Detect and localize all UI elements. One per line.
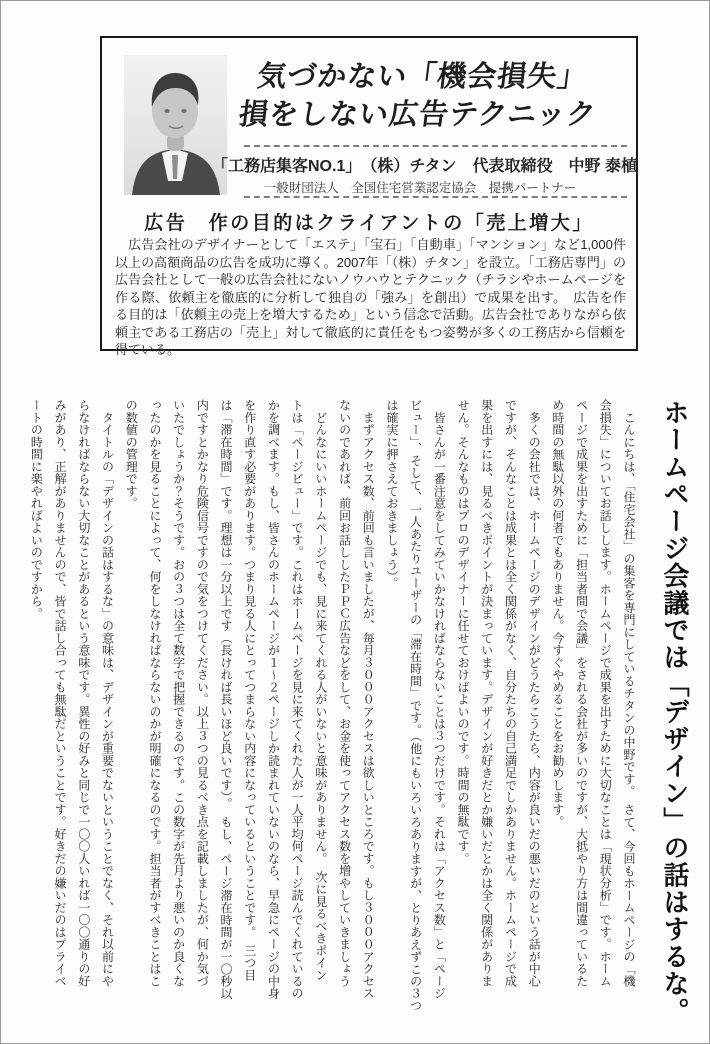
text-column: 果を出すには、見るべきポイントが決まっています。デザインが好きだとか嫌いだとかは全く関係がありま [479, 399, 494, 987]
text-column: せん。そんなものはプロのデザイナーに任せておけばよいのです。時間の無駄です。 [456, 399, 471, 865]
profile-text: 広告会社のデザイナーとして「エステ」「宝石」「自動車」「マンション」など1,000件以上の高額商品の広告を成功に導く。2007年「（株）チタン」を設立。「工務店専門」の広告会社として一般の広告会社にないノウハウとテクニック（チラシやホームページを作る際、依頼主を徹底的に分析して独自の「強み」を創出）で成果を出す。 広告を作る目的は「依頼主の売上を増大するため」という信念で活動。広告会社でありながら依頼主である工務店の「売上」対して徹底的に責任をもつ姿勢が多くの工務店から信頼を得ている。 [115, 237, 626, 357]
text-column: まずアクセス数、前回も言いましたが、毎月３０００アクセスは欲しいところです。もし３０００アクセス [361, 399, 376, 1000]
text-column: は「滞在時間」です。理想は一分以上です（長ければ長いほど良いです）。 もし、ページ滞在時間が一〇秒以 [219, 399, 234, 1000]
text-column: こんにちは、「住宅会社」の集客を専門にしているチタンの中野です。 さて、今回もホームページの「機 [622, 399, 636, 988]
text-column: ートの時間に楽やればよいのですから。 [29, 399, 44, 620]
text-column: は確実に押さえておきましょう）。 [384, 399, 399, 589]
header-box [100, 36, 638, 357]
text-column: かを調べます。もし、皆さんのホームページが１〜２ページしか読まれていないのなら、早急にページの中身 [266, 399, 281, 1000]
text-column: みがあり、正解がありませんので、皆で話し合っても無駄だということです。好きだの嫌いだのはプライベ [53, 399, 68, 987]
main-title-line1: 気づかない「機会損失」 [255, 61, 590, 93]
text-column: 内ですとかなり危険信号ですので気をつけてください。以上３つの見るべき点を記載しましたが、何か気づ [195, 399, 210, 987]
text-column: ページで成果を出すために「担当者間で会議」をされる会社が多いのですが、大抵やり方は間違っているた [574, 399, 589, 987]
article-body [24, 399, 700, 1025]
text-column: ですが、そんなことは成果とは全く関係がなく、自分たちの自己満足でしかありません。ホームページで成 [503, 399, 518, 987]
vertical-headline: ホームページ会議では「デザイン」の話はするな。 [660, 399, 690, 1025]
main-title-line2: 損をしない広告テクニック [237, 99, 599, 131]
text-column: 会損失」についてお話しします。ホームページで成果を出すために大切なことは「現状分析」です。ホーム [598, 399, 613, 987]
main-title [207, 58, 632, 134]
text-column: ないのであれば、前回お話ししたＰＰＣ広告などをして、お金を使ってアクセス数を増やしていきましょう [337, 399, 352, 987]
text-column: ったのかを見ることによって、何をしなければならないのかが明確になるのです。担当者がすべきことはこ [147, 399, 162, 987]
text-column: トは「ページビュー」です。これはホームページを見に来てくれた人が一人平均何ページ読んでくれているの [290, 399, 305, 1000]
text-column: いたでしょうか？そうです。おの３つは全て数字で把握できるのです。この数字が先月より悪いのか良くな [171, 399, 186, 987]
profile-heading: 広告 作の目的はクライアントの「売上増大」 [144, 213, 594, 234]
text-column: らなければならない大切なことがあるという意味です。異性の好みと同じで一〇〇人いれば一〇〇通りの好 [76, 399, 91, 987]
text-column: ビュー」、そして、一人あたりユーザーの「滞在時間」です。（他にもいろいろありますが、とりあえずこの３つ [408, 399, 423, 1012]
text-column: どんなにいいホームページでも、見に来てくれる人がいないと意味がありません。 次に見るべきポイン [313, 399, 328, 981]
text-column: の数値の管理です。 [124, 399, 139, 510]
dashed-divider-bottom [244, 196, 627, 198]
text-column: タイトルの「デザインの話はするな」の意味は、デザインが重要でないということでなく、それ以前にや [100, 399, 115, 987]
text-column: を作り直す必要があります。つまり見る人にとってつまらない内容になっているということです。 三つ目 [242, 399, 257, 981]
byline: 「工務店集客NO.1」 （株）チタン 代表取締役 中野 泰植 [212, 158, 637, 175]
text-column: 多くの会社では、ホームページのデザインがどうたらこうたら、内容が良いだの悪いだのという話が中心 [527, 399, 542, 987]
text-column: 皆さんが一番注意をしてみていかなければならないことは３つだけです。それは「アクセス数」と「ページ [432, 399, 447, 1000]
text-column: め時間の無駄以外の何者でもありません。今すぐやめることをお勧めします。 [550, 399, 565, 828]
affiliation: 一般財団法人 全国住宅営業認定協会 提携パートナー [263, 181, 577, 195]
dashed-divider-top [244, 145, 627, 147]
